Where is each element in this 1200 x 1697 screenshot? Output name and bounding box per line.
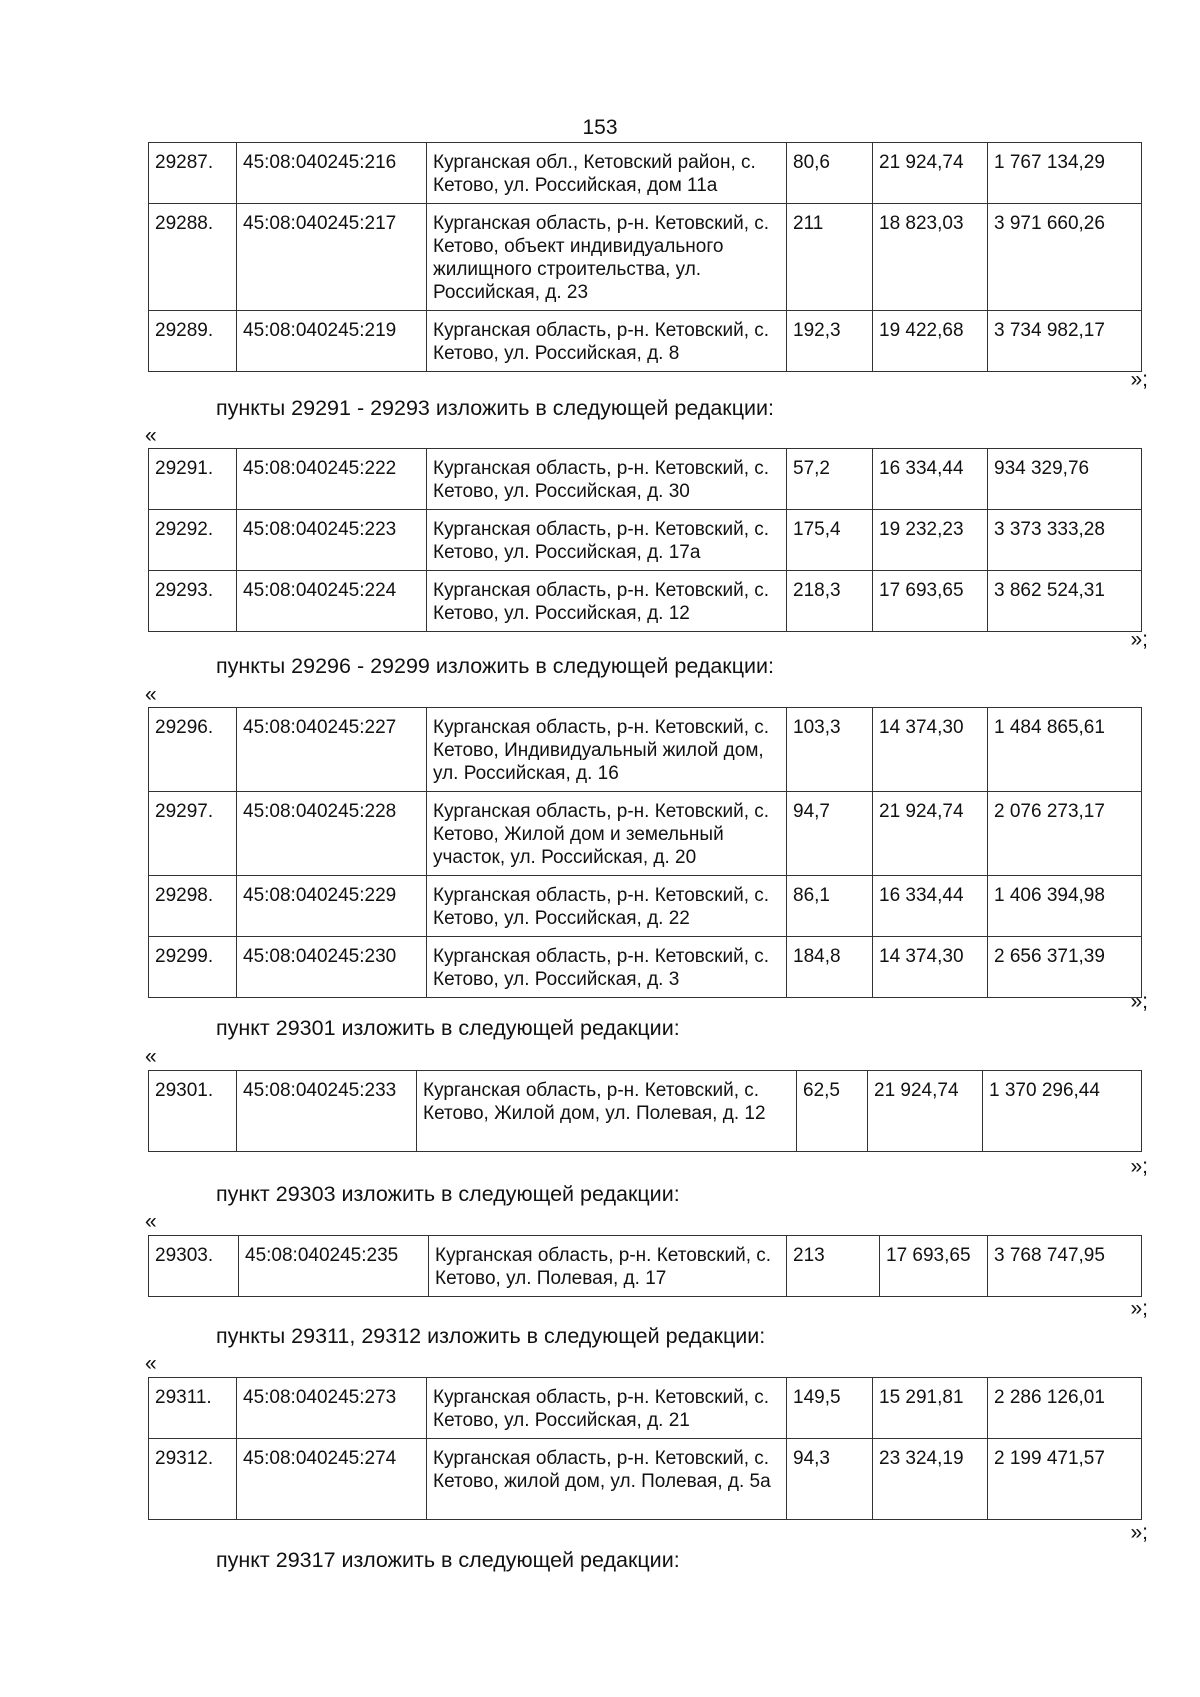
cadastral-value: 1 767 134,29	[988, 143, 1142, 204]
row-number: 29289.	[149, 311, 237, 372]
cadastral-number: 45:08:040245:219	[237, 311, 427, 372]
table-section-2	[148, 707, 1142, 998]
address: Курганская область, р-н. Кетовский, с. Кетово, ул. Российская, д. 8	[427, 311, 787, 372]
closing-quote: »;	[1130, 1297, 1148, 1320]
row-number: 29297.	[149, 792, 237, 876]
rate: 16 334,44	[873, 876, 988, 937]
row-number: 29303.	[149, 1236, 239, 1297]
table-row	[149, 1378, 1142, 1439]
rate: 17 693,65	[880, 1236, 988, 1297]
address: Курганская область, р-н. Кетовский, с. Кетово, ул. Российская, д. 30	[427, 449, 787, 510]
cadastral-value: 1 370 296,44	[983, 1071, 1142, 1152]
instruction-text: пункт 29303 изложить в следующей редакции:	[216, 1182, 680, 1206]
cadastral-number: 45:08:040245:229	[237, 876, 427, 937]
cadastral-value: 3 862 524,31	[988, 571, 1142, 632]
cadastral-number: 45:08:040245:273	[237, 1378, 427, 1439]
area: 213	[787, 1236, 880, 1297]
instruction-text: пункт 29317 изложить в следующей редакции:	[216, 1548, 680, 1572]
cadastral-value: 3 768 747,95	[988, 1236, 1142, 1297]
area: 184,8	[787, 937, 873, 998]
table-row	[149, 1071, 1142, 1152]
cadastral-value: 2 076 273,17	[988, 792, 1142, 876]
address: Курганская область, р-н. Кетовский, с. Кетово, ул. Российская, д. 3	[427, 937, 787, 998]
area: 175,4	[787, 510, 873, 571]
row-number: 29293.	[149, 571, 237, 632]
row-number: 29288.	[149, 204, 237, 311]
cadastral-number: 45:08:040245:222	[237, 449, 427, 510]
cadastral-number: 45:08:040245:224	[237, 571, 427, 632]
instruction-text: пункты 29296 - 29299 изложить в следующей редакции:	[216, 654, 775, 678]
row-number: 29296.	[149, 708, 237, 792]
address: Курганская область, р-н. Кетовский, с. Кетово, ул. Российская, д. 22	[427, 876, 787, 937]
row-number: 29298.	[149, 876, 237, 937]
address: Курганская область, р-н. Кетовский, с. Кетово, ул. Российская, д. 21	[427, 1378, 787, 1439]
cadastral-number: 45:08:040245:233	[237, 1071, 417, 1152]
address: Курганская область, р-н. Кетовский, с. Кетово, Жилой дом и земельный участок, ул. Российская, д. 20	[427, 792, 787, 876]
area: 62,5	[797, 1071, 868, 1152]
cadastral-value: 3 971 660,26	[988, 204, 1142, 311]
opening-quote: «	[145, 424, 157, 447]
cadastral-number: 45:08:040245:223	[237, 510, 427, 571]
area: 103,3	[787, 708, 873, 792]
cadastral-number: 45:08:040245:274	[237, 1439, 427, 1520]
cadastral-value: 2 656 371,39	[988, 937, 1142, 998]
address: Курганская область, р-н. Кетовский, с. Кетово, жилой дом, ул. Полевая, д. 5а	[427, 1439, 787, 1520]
cadastral-value: 1 406 394,98	[988, 876, 1142, 937]
rate: 17 693,65	[873, 571, 988, 632]
row-number: 29291.	[149, 449, 237, 510]
row-number: 29292.	[149, 510, 237, 571]
table-row	[149, 876, 1142, 937]
table-row	[149, 510, 1142, 571]
area: 94,3	[787, 1439, 873, 1520]
table-row	[149, 204, 1142, 311]
area: 149,5	[787, 1378, 873, 1439]
opening-quote: «	[145, 1210, 157, 1233]
table-row	[149, 143, 1142, 204]
table-row	[149, 792, 1142, 876]
instruction-text: пункт 29301 изложить в следующей редакции:	[216, 1016, 680, 1040]
area: 192,3	[787, 311, 873, 372]
table-row	[149, 708, 1142, 792]
rate: 21 924,74	[873, 792, 988, 876]
closing-quote: »;	[1130, 1155, 1148, 1178]
area: 86,1	[787, 876, 873, 937]
cadastral-number: 45:08:040245:216	[237, 143, 427, 204]
table-row	[149, 1236, 1142, 1297]
row-number: 29311.	[149, 1378, 237, 1439]
rate: 18 823,03	[873, 204, 988, 311]
table-row	[149, 449, 1142, 510]
table-section-5	[148, 1377, 1142, 1520]
cadastral-number: 45:08:040245:228	[237, 792, 427, 876]
rate: 23 324,19	[873, 1439, 988, 1520]
cadastral-number: 45:08:040245:227	[237, 708, 427, 792]
table-section-0	[148, 142, 1142, 372]
cadastral-value: 3 373 333,28	[988, 510, 1142, 571]
closing-quote: »;	[1130, 990, 1148, 1013]
table-row	[149, 937, 1142, 998]
address: Курганская область, р-н. Кетовский, с. Кетово, объект индивидуального жилищного строительства, ул. Российская, д. 23	[427, 204, 787, 311]
opening-quote: «	[145, 1045, 157, 1068]
instruction-text: пункты 29291 - 29293 изложить в следующей редакции:	[216, 396, 775, 420]
address: Курганская область, р-н. Кетовский, с. Кетово, ул. Российская, д. 17а	[427, 510, 787, 571]
area: 94,7	[787, 792, 873, 876]
area: 80,6	[787, 143, 873, 204]
cadastral-number: 45:08:040245:217	[237, 204, 427, 311]
cadastral-value: 2 199 471,57	[988, 1439, 1142, 1520]
cadastral-value: 1 484 865,61	[988, 708, 1142, 792]
area: 218,3	[787, 571, 873, 632]
row-number: 29287.	[149, 143, 237, 204]
row-number: 29312.	[149, 1439, 237, 1520]
table-section-4	[148, 1235, 1142, 1297]
rate: 19 232,23	[873, 510, 988, 571]
closing-quote: »;	[1130, 368, 1148, 391]
table-section-3	[148, 1070, 1142, 1152]
row-number: 29299.	[149, 937, 237, 998]
closing-quote: »;	[1130, 628, 1148, 651]
cadastral-number: 45:08:040245:230	[237, 937, 427, 998]
rate: 16 334,44	[873, 449, 988, 510]
area: 57,2	[787, 449, 873, 510]
cadastral-value: 934 329,76	[988, 449, 1142, 510]
table-row	[149, 1439, 1142, 1520]
rate: 21 924,74	[868, 1071, 983, 1152]
rate: 14 374,30	[873, 708, 988, 792]
rate: 15 291,81	[873, 1378, 988, 1439]
cadastral-value: 3 734 982,17	[988, 311, 1142, 372]
page-number: 153	[582, 116, 618, 139]
rate: 14 374,30	[873, 937, 988, 998]
rate: 21 924,74	[873, 143, 988, 204]
address: Курганская область, р-н. Кетовский, с. Кетово, Жилой дом, ул. Полевая, д. 12	[417, 1071, 797, 1152]
address: Курганская область, р-н. Кетовский, с. Кетово, ул. Российская, д. 12	[427, 571, 787, 632]
rate: 19 422,68	[873, 311, 988, 372]
cadastral-value: 2 286 126,01	[988, 1378, 1142, 1439]
address: Курганская область, р-н. Кетовский, с. Кетово, ул. Полевая, д. 17	[429, 1236, 787, 1297]
opening-quote: «	[145, 1352, 157, 1375]
table-row	[149, 311, 1142, 372]
table-row	[149, 571, 1142, 632]
closing-quote: »;	[1130, 1521, 1148, 1544]
table-section-1	[148, 448, 1142, 632]
row-number: 29301.	[149, 1071, 237, 1152]
address: Курганская обл., Кетовский район, с. Кетово, ул. Российская, дом 11а	[427, 143, 787, 204]
area: 211	[787, 204, 873, 311]
address: Курганская область, р-н. Кетовский, с. Кетово, Индивидуальный жилой дом, ул. Российская, д. 16	[427, 708, 787, 792]
instruction-text: пункты 29311, 29312 изложить в следующей редакции:	[216, 1324, 766, 1348]
opening-quote: «	[145, 683, 157, 706]
cadastral-number: 45:08:040245:235	[239, 1236, 429, 1297]
